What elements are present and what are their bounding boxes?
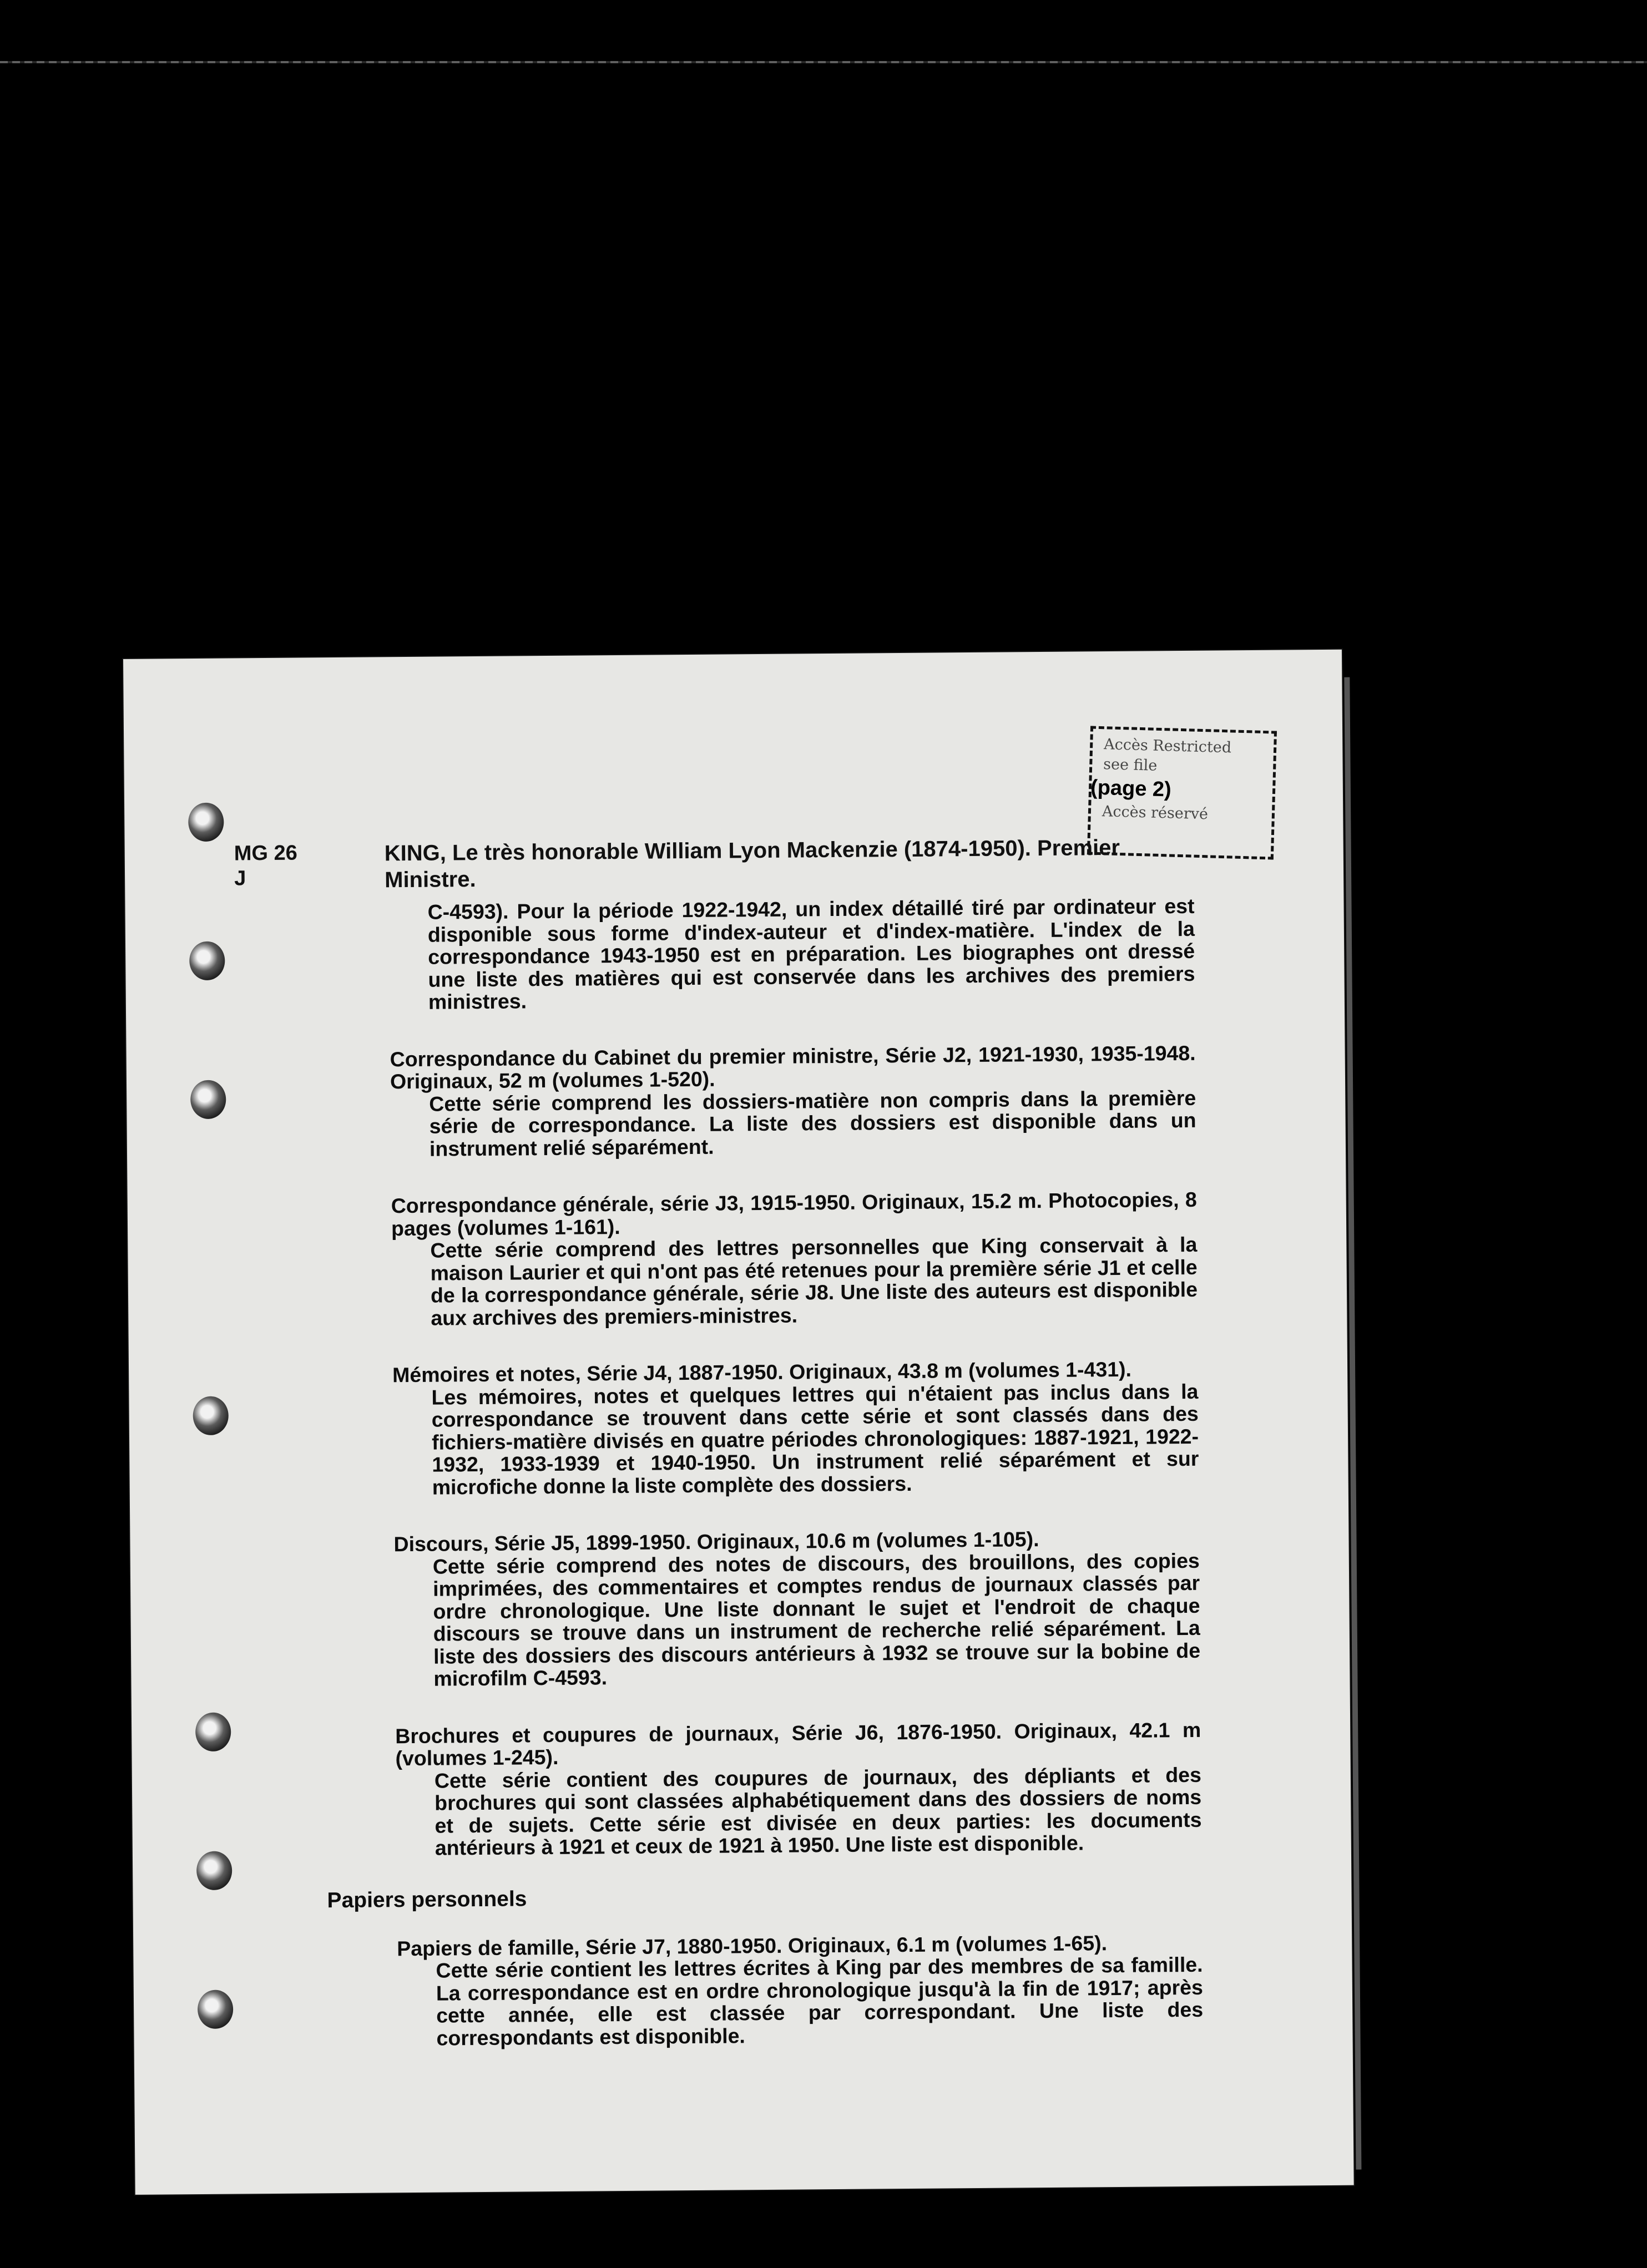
archive-reference [234, 841, 298, 892]
entry-description: Les mémoires, notes et quelques lettres qui n'étaient pas inclus dans la correspondance se trouvent dans cette série et sont classés dans des fichiers-matière divisés en quatre périodes chronologiques: 1887-1921, 1922-1932, 1933-1939 et 1940-1950. Un instrument relié séparément et sur microfiche donne la liste complète des dossiers. [431, 1379, 1199, 1499]
punch-hole-icon [196, 1851, 233, 1891]
stamp-line-3: Accès réservé [1102, 803, 1209, 823]
punch-hole-icon [195, 1713, 231, 1752]
entry-heading: Papiers de famille, Série J7, 1880-1950. Originaux, 6.1 m (volumes 1-65). [397, 1931, 1108, 1960]
intro-paragraph: C-4593). Pour la période 1922-1942, un index détaillé tiré par ordinateur est disponible sous forme d'index-auteur et d'index-matière. L'index de la correspondance 1943-1950 est en préparation. Les biographes ont dressé une liste des matières qui est conservée dans les archives des premiers ministres. [427, 894, 1195, 1014]
entry-heading: Correspondance générale, série J3, 1915-1950. Originaux, 15.2 m. Photocopies, 8 pages (volumes 1-161). [391, 1187, 1197, 1240]
entry-heading: Discours, Série J5, 1899-1950. Originaux, 10.6 m (volumes 1-105). [393, 1527, 1039, 1556]
series-entry-j5 [393, 1527, 1201, 1690]
page-edge-shadow [1344, 677, 1361, 2170]
punch-hole-icon [193, 1396, 229, 1436]
reference-code: MG 26 [234, 841, 297, 865]
punch-hole-icon [188, 803, 224, 842]
entry-heading: Correspondance du Cabinet du premier ministre, Série J2, 1921-1930, 1935-1948. Originaux, 52 m (volumes 1-520). [390, 1041, 1196, 1094]
entry-heading: Mémoires et notes, Série J4, 1887-1950. Originaux, 43.8 m (volumes 1-431). [392, 1357, 1132, 1387]
stamp-line-2: see file [1103, 755, 1158, 774]
series-entry-j2 [390, 1041, 1197, 1161]
punch-hole-icon [190, 1080, 226, 1120]
section-heading: Papiers personnels [327, 1886, 527, 1912]
document-page [123, 650, 1354, 2195]
entry-description: Cette série contient des coupures de journaux, des dépliants et des brochures qui sont classées alphabétiquement dans des dossiers de noms et de sujets. Cette série est divisée en deux parties: les documents antérieurs à 1921 et ceux de 1921 à 1950. Une liste est disponible. [434, 1763, 1202, 1860]
reference-series: J [234, 867, 246, 890]
punch-hole-icon [189, 941, 225, 981]
entry-description: Cette série comprend des lettres personnelles que King conservait à la maison Laurier et qui n'ont pas été retenues pour la première série J1 et celle de la correspondance générale, série J8. Une liste des auteurs est disponible aux archives des premiers-ministres. [430, 1232, 1198, 1330]
page-number-label: (page 2) [1090, 776, 1172, 802]
document-body [327, 894, 1204, 2050]
punch-hole-icon [198, 1990, 234, 2029]
stamp-line-1: Accès Restricted [1103, 736, 1232, 757]
series-entry-j3 [391, 1187, 1198, 1330]
entry-heading: Brochures et coupures de journaux, Série J6, 1876-1950. Originaux, 42.1 m (volumes 1-245). [395, 1718, 1201, 1770]
series-entry-j4 [392, 1357, 1199, 1499]
scan-line [0, 61, 1647, 63]
entry-description: Cette série comprend des notes de discours, des brouillons, des copies imprimées, des commentaires et comptes rendus de journaux classés par ordre chronologique. Une liste donnant le sujet et l'endroit de chaque discours se trouve dans un instrument de recherche relié séparément. La liste des dossiers des discours antérieurs à 1932 se trouve sur la bobine de microfilm C-4593. [432, 1548, 1201, 1690]
entry-description: Cette série comprend les dossiers-matière non compris dans la première série de correspondance. La liste des dossiers est disponible dans un instrument relié séparément. [429, 1086, 1196, 1161]
document-title: KING, Le très honorable William Lyon Mackenzie (1874-1950). Premier Ministre. [384, 835, 1120, 893]
series-entry-j6 [395, 1718, 1202, 1860]
entry-description: Cette série contient les lettres écrites à King par des membres de sa famille. La correspondance est en ordre chronologique jusqu'à la fin de 1917; après cette année, elle est classée par correspondant. Une liste des correspondants est disponible. [436, 1952, 1204, 2050]
series-entry-j7 [397, 1931, 1204, 2050]
